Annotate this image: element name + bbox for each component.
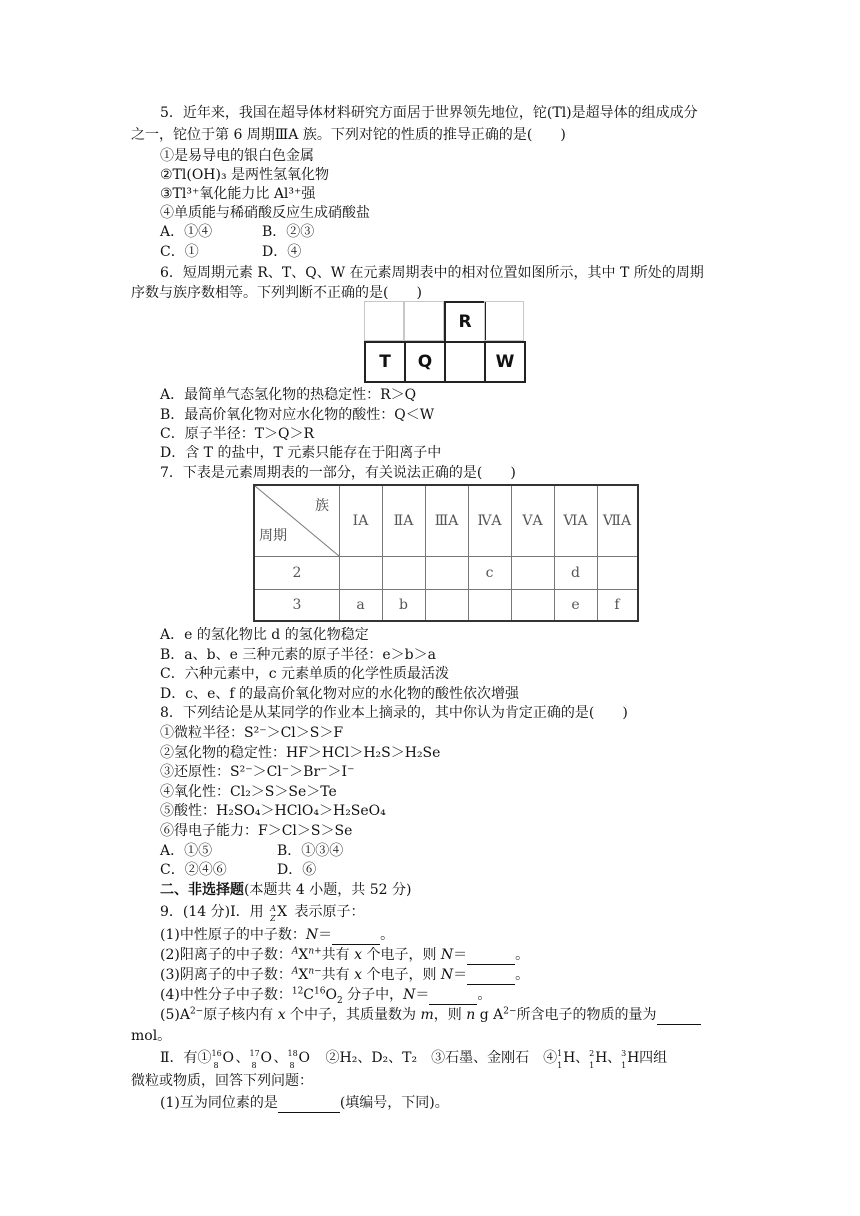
table-cell — [382, 556, 425, 589]
q9-ii-head: Ⅱ．有① — [160, 1050, 212, 1066]
q9-p3-after: 个电子，则 — [366, 967, 437, 983]
table-cell: a — [356, 596, 365, 613]
q9-p4-c: C — [303, 987, 315, 1003]
q5-statement-1: ①是易导电的银白色金属 — [160, 148, 314, 164]
q9-ii-q1-post: (填编号，下同)。 — [339, 1095, 449, 1111]
table-cell — [425, 589, 468, 620]
table-cell — [339, 556, 382, 589]
q9-p1-eq: ＝ — [318, 927, 333, 943]
isotope-h2: 2 1 H — [589, 1049, 608, 1070]
q9-p4-after: 分子中， — [347, 987, 404, 1003]
q6-stem-line-1: 6．短周期元素 R、T、Q、W 在元素周期表中的相对位置如图所示，其中 T 所处的周期 — [160, 265, 704, 281]
figure-empty-cell — [364, 301, 404, 341]
q9-p2-var: N — [440, 947, 454, 963]
q9-p5-e: g A — [479, 1007, 504, 1023]
q9-p5-m: m — [420, 1007, 434, 1023]
table-cell — [425, 556, 468, 589]
q9-part-2: (2)阳离子的中子数：$^AX^{n+}$共有 x 个电子，则 N＝ 。 — [160, 946, 530, 963]
q9-heading — [160, 903, 365, 921]
q9-part-ii-q1 — [160, 1094, 449, 1113]
table-cell — [468, 589, 511, 620]
figure-empty-cell — [404, 301, 444, 341]
q9-part-ii — [160, 1049, 668, 1070]
periodic-table-fragment — [253, 484, 639, 622]
isotope-o17: 17 8 O — [249, 1049, 272, 1070]
q9-p1-end: 。 — [380, 927, 395, 943]
isotope-h3: 3 1 H — [621, 1049, 640, 1070]
table-cell: f — [614, 596, 620, 613]
isotope-symbol: O — [222, 1050, 234, 1066]
q6-option-d: D．含 T 的盐中，T 元素只能存在于阳离子中 — [160, 445, 442, 461]
q9-ii-sep: 、 — [235, 1050, 250, 1066]
q5-option-d: D．④ — [262, 244, 302, 260]
q8-option-d: D．⑥ — [277, 862, 317, 878]
group-header: ⅥA — [563, 513, 588, 529]
q9-p2-text: (2)阳离子的中子数： — [160, 947, 292, 963]
q8-option-a: A．①⑤ — [160, 843, 213, 859]
q9-ii-sep: 、 — [607, 1050, 622, 1066]
answer-blank-2[interactable] — [467, 946, 515, 965]
table-corner-period-label: 周期 — [259, 528, 287, 544]
q9-p2-x: x — [354, 947, 363, 963]
answer-blank-3[interactable] — [467, 966, 515, 985]
q9-p5-a: (5)A — [160, 1007, 190, 1023]
q9-p3-mid: 共有 — [321, 967, 350, 983]
nuclide-symbol: X — [277, 904, 288, 920]
isotope-symbol: O — [260, 1050, 272, 1066]
group-header: ⅤA — [522, 513, 543, 529]
q5-option-c: C．① — [160, 244, 199, 260]
answer-blank-1[interactable] — [332, 926, 380, 945]
q9-p2-after: 个电子，则 — [366, 947, 437, 963]
q7-option-c: C．六种元素中，c 元素单质的化学性质最活泼 — [160, 666, 450, 682]
section-2-heading — [160, 881, 411, 899]
q5-stem-line-2: 之一，铊位于第 6 周期ⅢA 族。下列对铊的性质的推导正确的是( ) — [131, 127, 566, 143]
q9-part-5: $(5)A^{2-}$原子核内有 x 个中子，其质量数为 m，则 n g $A^{2-}$所含电子的物质的量为 — [160, 1006, 701, 1025]
q5-option-b: B．②③ — [262, 224, 315, 240]
period-label: 2 — [292, 564, 302, 581]
q9-ii-sep: 、 — [273, 1050, 288, 1066]
q9-part-5-unit: mol。 — [131, 1028, 172, 1044]
table-corner-group-label: 族 — [315, 498, 329, 514]
q7-option-b: B．a、b、e 三种元素的原子半径：e＞b＞a — [160, 647, 436, 663]
q7-option-d: D．c、e、f 的最高价氧化物对应的水化物的酸性依次增强 — [160, 686, 519, 702]
q9-part-4: (4)中性分子中子数：$^{12}C^{16}O_2$ 分子中，N＝ 。 — [160, 986, 492, 1006]
table-cell: b — [399, 596, 408, 613]
q7-option-a: A．e 的氢化物比 d 的氢化物稳定 — [160, 627, 369, 643]
q9-p4-o: O — [325, 987, 337, 1003]
isotope-symbol: H — [627, 1050, 640, 1066]
q9-part-1 — [160, 926, 394, 945]
table-cell: e — [571, 596, 580, 613]
q6-option-c: C．原子半径：T＞Q＞R — [160, 426, 315, 442]
isotope-symbol: H — [563, 1050, 576, 1066]
q9-p3-ion: X — [298, 967, 309, 983]
q6-option-a: A．最简单气态氢化物的热稳定性：R＞Q — [160, 387, 417, 403]
group-header: ⅠA — [352, 513, 369, 529]
q9-ii-sep: 、 — [575, 1050, 590, 1066]
section-2-title: 二、非选择题 — [160, 882, 244, 898]
figure-cell-q: Q — [404, 341, 446, 383]
q9-p5-c: 个中子，其质量数为 — [290, 1007, 417, 1023]
q9-head-text: 9．(14 分)Ⅰ．用 — [160, 904, 264, 920]
isotope-symbol: O — [298, 1050, 310, 1066]
q9-p5-x: x — [277, 1007, 286, 1023]
q8-statement-2: ②氢化物的稳定性：HF＞HCl＞H₂S＞H₂Se — [160, 745, 441, 761]
q9-ii-group2: ②H₂、D₂、T₂ ③石墨、金刚石 ④ — [325, 1050, 558, 1066]
q6-option-b: B．最高价氧化物对应水化物的酸性：Q＜W — [160, 407, 435, 423]
q9-p1-text: (1)中性原子的中子数： — [160, 927, 306, 943]
isotope-o18: 18 8 O — [287, 1049, 310, 1070]
q9-p5-b: 原子核内有 — [203, 1007, 274, 1023]
figure-cell-w: W — [484, 341, 526, 383]
q9-p5-d: ，则 — [433, 1007, 462, 1023]
table-cell — [511, 589, 554, 620]
q8-stem: 8．下列结论是从某同学的作业本上摘录的，其中你认为肯定正确的是( ) — [160, 705, 628, 721]
nuclide-notation: A Z X — [270, 904, 288, 923]
figure-cell-r: R — [444, 301, 486, 343]
answer-blank-5[interactable] — [657, 1006, 701, 1025]
figure-empty-cell — [444, 341, 486, 383]
group-header: ⅦA — [602, 513, 632, 529]
q8-statement-5: ⑤酸性：H₂SO₄＞HClO₄＞H₂SeO₄ — [160, 803, 386, 819]
isotope-symbol: H — [595, 1050, 608, 1066]
q8-statement-1: ①微粒半径：S²⁻＞Cl＞S＞F — [160, 725, 344, 741]
q9-p3-text: (3)阴离子的中子数： — [160, 967, 292, 983]
q9-part-3: (3)阴离子的中子数：$^AX^{n-}$共有 x 个电子，则 N＝ 。 — [160, 966, 530, 983]
isotope-o16: 16 8 O — [211, 1049, 234, 1070]
q9-p4-var: N — [403, 987, 416, 1003]
q9-p4-text: (4)中性分子中子数： — [160, 987, 292, 1003]
figure-empty-cell — [484, 301, 524, 341]
q9-p1-var: N — [305, 927, 319, 943]
q9-p5-n: n — [466, 1007, 476, 1023]
q9-p3-var: N — [440, 967, 454, 983]
q8-statement-3: ③还原性：S²⁻＞Cl⁻＞Br⁻＞I⁻ — [160, 764, 355, 780]
q5-stem-line-1: 5．近年来，我国在超导体材料研究方面居于世界领先地位，铊(Tl)是超导体的组成成分 — [160, 105, 698, 121]
periodic-position-figure — [364, 301, 526, 383]
q9-ii-tail: 四组 — [639, 1050, 668, 1066]
answer-blank-6[interactable] — [278, 1094, 340, 1113]
q8-statement-6: ⑥得电子能力：F＞Cl＞S＞Se — [160, 823, 353, 839]
q6-stem-line-2: 序数与族序数相等。下列判断不正确的是( ) — [131, 285, 422, 301]
q9-part-ii-line-2: 微粒或物质，回答下列问题： — [131, 1073, 313, 1089]
table-cell — [597, 556, 637, 589]
section-2-note: (本题共 4 小题，共 52 分) — [244, 882, 412, 898]
q9-head-tail: 表示原子： — [294, 904, 365, 920]
q9-p4-end: 。 — [477, 987, 492, 1003]
q9-p5-f: 所含电子的物质的量为 — [516, 1007, 657, 1023]
q5-statement-3: ③Tl³⁺氧化能力比 Al³⁺强 — [160, 186, 316, 202]
table-cell — [511, 556, 554, 589]
q8-option-b: B．①③④ — [277, 843, 344, 859]
group-header: ⅢA — [434, 513, 459, 529]
q8-statement-4: ④氧化性：Cl₂＞S＞Se＞Te — [160, 784, 337, 800]
answer-blank-4[interactable] — [429, 986, 477, 1005]
q9-p2-mid: 共有 — [321, 947, 350, 963]
table-cell: c — [485, 564, 494, 581]
q5-statement-4: ④单质能与稀硝酸反应生成硝酸盐 — [160, 205, 370, 221]
isotope-h1: 1 1 H — [557, 1049, 576, 1070]
period-label: 3 — [292, 596, 302, 613]
q5-option-a: A．①④ — [160, 224, 213, 240]
q9-p2-eq: ＝ — [453, 947, 468, 963]
figure-cell-t: T — [364, 341, 406, 383]
table-cell: d — [571, 564, 580, 581]
q9-p4-eq: ＝ — [415, 987, 430, 1003]
q9-p3-end: 。 — [515, 967, 530, 983]
group-header: ⅡA — [393, 513, 414, 529]
q8-option-c: C．②④⑥ — [160, 862, 227, 878]
q7-stem: 7．下表是元素周期表的一部分，有关说法正确的是( ) — [160, 465, 516, 481]
q9-ii-q1-text: (1)互为同位素的是 — [160, 1095, 278, 1111]
group-header: ⅣA — [477, 513, 502, 529]
q9-p2-ion: X — [298, 947, 309, 963]
q5-statement-2: ②Tl(OH)₃ 是两性氢氧化物 — [160, 167, 330, 183]
q9-p3-eq: ＝ — [453, 967, 468, 983]
q9-p2-end: 。 — [515, 947, 530, 963]
q9-p3-x: x — [354, 967, 363, 983]
